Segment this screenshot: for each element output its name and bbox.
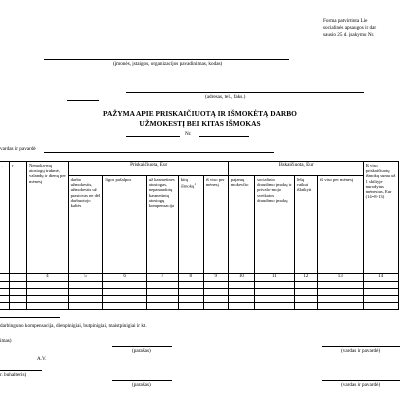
salary-table <box>0 161 399 310</box>
number-label: Nr. <box>185 131 192 137</box>
social-insurance-header: socialinio draudimo įmokų ir privalo-mojo sveikatos draudimo įmokų <box>255 176 295 274</box>
org-caption: (įmonės, įstaigos, organizacijos pavadinimas, kodas) <box>113 61 223 67</box>
doc-title-line1: PAŽYMA APIE PRISKAIČIUOTĄ IR IŠMOKĖTĄ DARBO <box>103 109 297 118</box>
col-number: 12 <box>294 274 317 282</box>
col-number <box>10 274 27 282</box>
calc-total-header: iš viso per mėnesį <box>203 176 228 274</box>
footnote-text: darbinguno kompensacija, dienpinigiai, butpinigiai, maistpinigiai ir kt. <box>0 323 147 329</box>
footnote-mark: 1 <box>194 182 197 187</box>
table-row <box>0 296 399 303</box>
name-line-1 <box>322 346 400 347</box>
approval-line-2: socialinės apsaugos ir dar <box>323 25 377 31</box>
person-line <box>44 152 274 153</box>
signature-caption-1: (parašas) <box>132 348 151 354</box>
income-tax-header: pajamų mokesčio <box>228 176 254 274</box>
col-number: 8 <box>178 274 203 282</box>
vacation-header: už kasmetines atostogas, nepanaudotų kasmetinių atostogų kompensacija <box>146 176 178 274</box>
org-address-line <box>126 92 364 93</box>
address-caption: (adresas, tel., faks.) <box>205 94 246 100</box>
col-number <box>0 274 10 282</box>
footnote-separator <box>0 317 60 318</box>
table-row <box>0 289 399 296</box>
sickness-header: ligos pašalpos <box>103 176 146 274</box>
name-caption-1: (vardas ir pavardė) <box>341 348 381 354</box>
paid-total-header: iš viso per mėnesį <box>317 176 363 274</box>
col-number: 10 <box>228 274 254 282</box>
doc-title-line2: UŽMOKESTĮ BEI KITAS IŠMOKAS <box>139 119 261 128</box>
short-line <box>67 100 99 101</box>
col-number: 4 <box>27 274 69 282</box>
col-1-header: . <box>0 162 10 274</box>
org-name-line <box>44 59 289 60</box>
col-number: 11 <box>255 274 295 282</box>
col-2-header: r <box>10 162 27 274</box>
col-number: 5 <box>68 274 103 282</box>
child-support-header: lėšų vaikui išlaikyti <box>294 176 317 274</box>
col-number: 14 <box>363 274 398 282</box>
number-line <box>199 136 249 137</box>
table-row <box>0 282 399 289</box>
role-1-caption: imas) <box>0 338 12 344</box>
paid-group-header: Išskaičiuota, Eur <box>228 162 363 176</box>
other-payments-header: kitų išmokų$^1$ <box>178 176 203 274</box>
total-header: Iš viso priskaičiuotų išmokų suma už 1 skiltyje nurodytus mėnesius, Eur (14=8-13) <box>363 162 398 274</box>
stamp-label: A.V. <box>37 356 47 362</box>
signature-line-1 <box>112 346 172 347</box>
name-line-2 <box>322 380 400 381</box>
name-caption-2: (vardas ir pavardė) <box>341 382 381 388</box>
person-label: vardas ir pavardė <box>0 146 36 152</box>
salary-header: darbo užmokestis, užmokestis už prastovas ne dėl darbuotojo kaltės <box>68 176 103 274</box>
col-number: 6 <box>103 274 146 282</box>
col-number: 13 <box>317 274 363 282</box>
table-row <box>0 303 399 310</box>
role-line-2 <box>0 370 42 371</box>
calculated-group-header: Priskaičiuota, Eur <box>68 162 228 176</box>
approval-line-3: sausio 25 d. įsakymu Nr. <box>323 32 375 38</box>
signature-line-2 <box>112 380 172 381</box>
col-number: 7 <box>146 274 178 282</box>
date-line <box>126 136 180 137</box>
col-number: 9 <box>203 274 228 282</box>
approval-line-1: Forma patvirtinta Lie <box>323 18 368 24</box>
role-2-caption: r. buhalteris) <box>0 372 27 378</box>
signature-caption-2: (parašas) <box>132 382 151 388</box>
unpaid-leave-header: Nemoka-mų atostogų trukmė, valandų ir dienų per mėnesį <box>27 162 69 274</box>
